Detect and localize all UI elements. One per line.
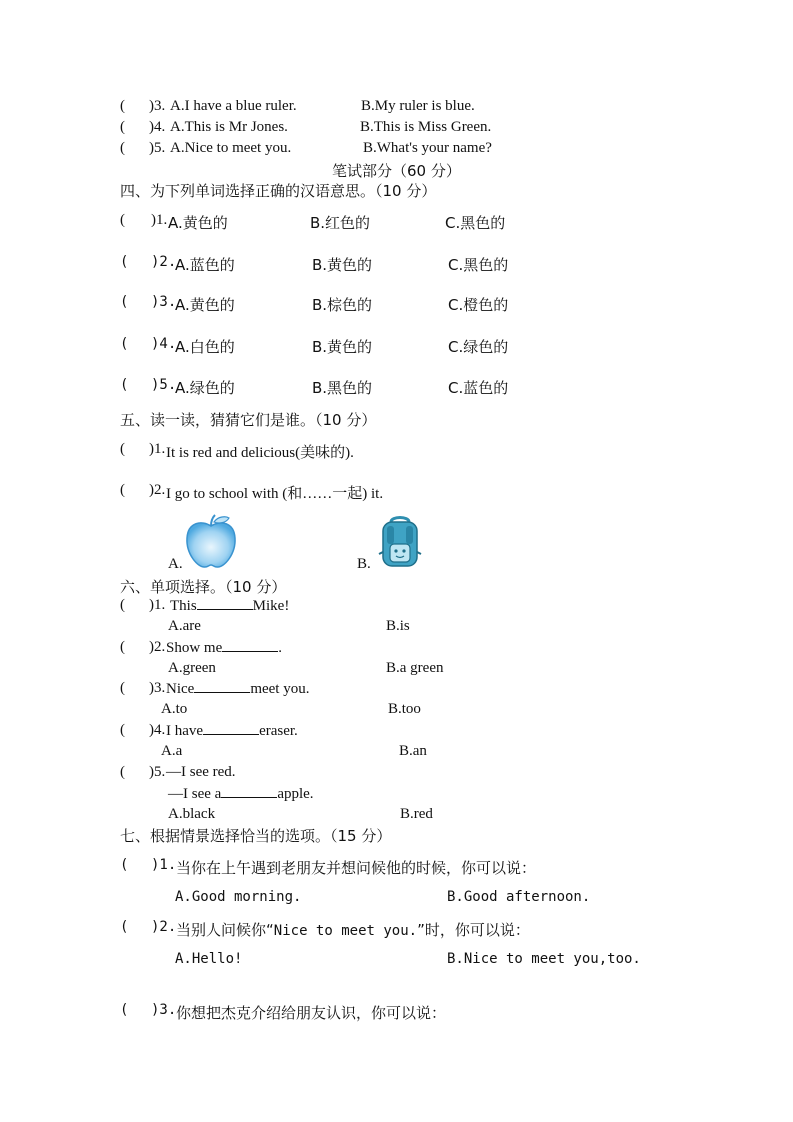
section5-title: 五、读一读，猜猜它们是谁。（10 分） bbox=[120, 411, 377, 429]
option-c: C.黑色的 bbox=[445, 214, 506, 232]
item-text: 当别人问候你“Nice to meet you.”时，你可以说： bbox=[176, 921, 530, 939]
option-b: B.a green bbox=[386, 660, 444, 676]
paren: ( bbox=[120, 254, 129, 270]
option-a: A.This is Mr Jones. bbox=[170, 119, 288, 135]
option-a: A.黄色的 bbox=[175, 296, 235, 314]
option-b: B.What's your name? bbox=[363, 140, 492, 156]
option-b: B.red bbox=[400, 806, 433, 822]
item-number: )5. bbox=[149, 140, 166, 156]
paren: ( bbox=[120, 1002, 129, 1018]
paren: ( bbox=[120, 377, 129, 393]
paren: ( bbox=[120, 98, 125, 114]
item-text: 当你在上午遇到老朋友并想问候他的时候，你可以说： bbox=[176, 859, 537, 877]
item-text: It is red and delicious(美味的). bbox=[166, 445, 354, 461]
item-number: )4. bbox=[149, 119, 166, 135]
paren: ( bbox=[120, 919, 129, 935]
item-number: )3. bbox=[149, 680, 166, 696]
item-number: )2. bbox=[149, 482, 166, 498]
item-number: )2. bbox=[151, 919, 177, 935]
paren: ( bbox=[120, 119, 125, 135]
option-b: B.黄色的 bbox=[312, 338, 373, 356]
question-text: —I see red. bbox=[166, 764, 236, 780]
option-b: B.My ruler is blue. bbox=[361, 98, 475, 114]
answer-blank[interactable] bbox=[197, 597, 253, 610]
question-text: Nice meet you. bbox=[166, 681, 310, 697]
answer-blank[interactable] bbox=[203, 722, 259, 735]
section4-title: 四、为下列单词选择正确的汉语意思。（10 分） bbox=[120, 182, 437, 200]
option-a: A.to bbox=[161, 701, 188, 717]
option-b: B.棕色的 bbox=[312, 296, 373, 314]
picture-label: B. bbox=[357, 556, 371, 572]
option-c: C.绿色的 bbox=[448, 338, 509, 356]
option-b: B.Good afternoon. bbox=[447, 889, 591, 905]
answer-blank[interactable] bbox=[221, 785, 277, 798]
option-b: B.Nice to meet you,too. bbox=[447, 951, 641, 967]
paren: ( bbox=[120, 680, 125, 696]
option-b: B.红色的 bbox=[310, 214, 371, 232]
answer-blank[interactable] bbox=[194, 680, 250, 693]
option-b: B.黑色的 bbox=[312, 379, 373, 397]
option-a: A.Nice to meet you. bbox=[170, 140, 292, 156]
paren: ( bbox=[120, 722, 125, 738]
option-a: A.green bbox=[168, 660, 216, 676]
option-a: A.白色的 bbox=[175, 338, 235, 356]
paren: ( bbox=[120, 294, 129, 310]
option-a: A.Hello! bbox=[175, 951, 243, 967]
item-number: )1. bbox=[151, 212, 168, 228]
paren: ( bbox=[120, 140, 125, 156]
backpack-icon bbox=[377, 514, 423, 570]
section7-title: 七、根据情景选择恰当的选项。（15 分） bbox=[120, 827, 392, 845]
option-a: A.蓝色的 bbox=[175, 256, 235, 274]
section6-title: 六、单项选择。（10 分） bbox=[120, 578, 287, 596]
paren: ( bbox=[120, 482, 125, 498]
item-number: )1. bbox=[151, 857, 177, 873]
apple-icon bbox=[184, 512, 238, 570]
option-c: C.黑色的 bbox=[448, 256, 509, 274]
option-b: B.This is Miss Green. bbox=[360, 119, 492, 135]
option-a: A.are bbox=[168, 618, 201, 634]
option-a: A.I have a blue ruler. bbox=[170, 98, 297, 114]
option-b: B.too bbox=[388, 701, 421, 717]
item-number: )2. bbox=[151, 254, 177, 270]
option-c: C.蓝色的 bbox=[448, 379, 509, 397]
option-a: A.a bbox=[161, 743, 183, 759]
option-a: A.黄色的 bbox=[168, 214, 228, 232]
option-a: A.绿色的 bbox=[175, 379, 235, 397]
item-number: )3. bbox=[151, 294, 177, 310]
item-number: )4. bbox=[151, 336, 177, 352]
option-b: B.an bbox=[399, 743, 427, 759]
paren: ( bbox=[120, 441, 125, 457]
paren: ( bbox=[120, 857, 129, 873]
item-number: )4. bbox=[149, 722, 166, 738]
option-a: A.Good morning. bbox=[175, 889, 302, 905]
item-text: 你想把杰克介绍给朋友认识，你可以说： bbox=[176, 1004, 447, 1022]
option-c: C.橙色的 bbox=[448, 296, 509, 314]
question-text: I have eraser. bbox=[166, 723, 298, 739]
question-text-line2: —I see a apple. bbox=[168, 786, 314, 802]
item-number: )1. bbox=[149, 441, 166, 457]
item-number: )1. bbox=[149, 597, 166, 613]
paren: ( bbox=[120, 597, 125, 613]
item-number: )5. bbox=[149, 764, 166, 780]
answer-blank[interactable] bbox=[222, 639, 278, 652]
item-number: )2. bbox=[149, 639, 166, 655]
question-text: Show me . bbox=[166, 640, 282, 656]
item-text: I go to school with (和……一起) it. bbox=[166, 486, 384, 502]
option-b: B.is bbox=[386, 618, 410, 634]
item-number: )5. bbox=[151, 377, 177, 393]
paren: ( bbox=[120, 212, 125, 228]
item-number: )3. bbox=[149, 98, 166, 114]
paren: ( bbox=[120, 336, 129, 352]
paren: ( bbox=[120, 639, 125, 655]
option-a: A.black bbox=[168, 806, 216, 822]
item-number: )3. bbox=[151, 1002, 177, 1018]
option-b: B.黄色的 bbox=[312, 256, 373, 274]
written-section-heading: 笔试部分（60 分） bbox=[332, 162, 461, 180]
question-text: This Mike! bbox=[170, 598, 290, 614]
picture-label: A. bbox=[168, 556, 183, 572]
paren: ( bbox=[120, 764, 125, 780]
